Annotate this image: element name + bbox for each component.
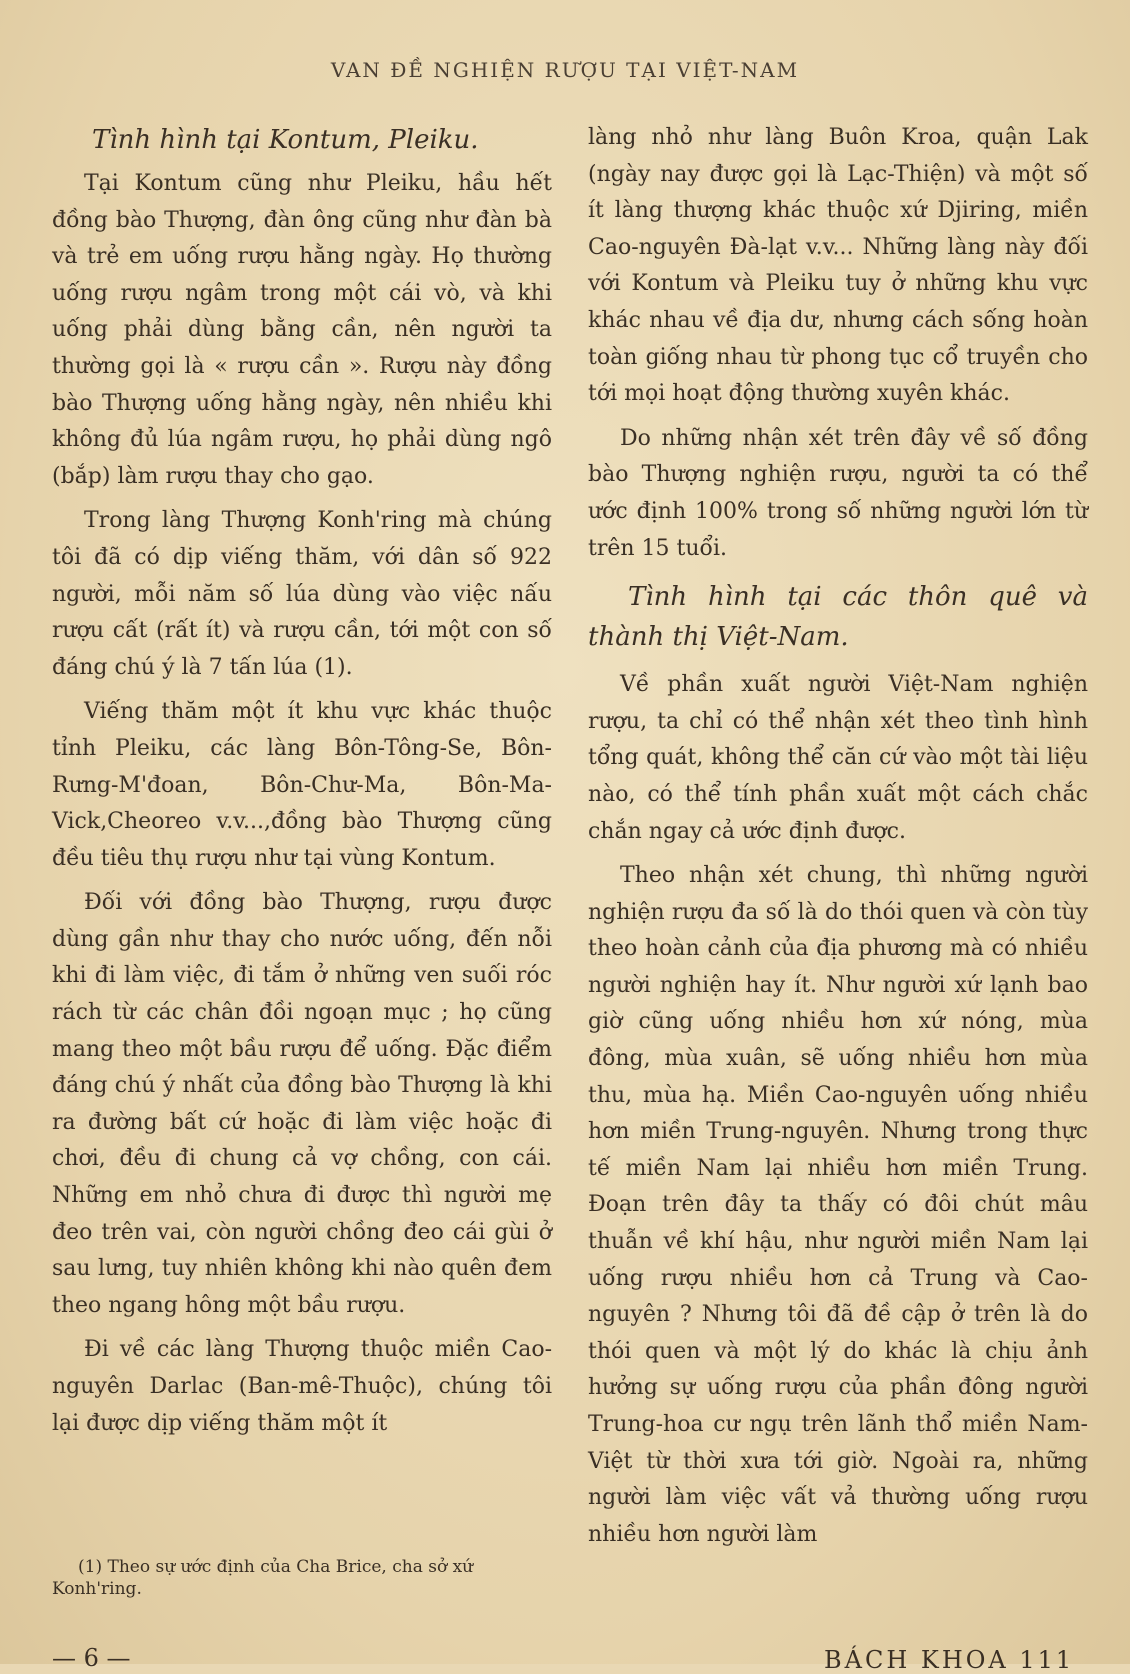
left-column (52, 120, 552, 1450)
publication-name: BÁCH KHOA 111 (824, 1646, 1075, 1674)
running-header: VAN ĐỀ NGHIỆN RƯỢU TẠI VIỆT-NAM (330, 58, 800, 82)
section-heading-vietnam: Tình hình tại các thôn quê và thành thị Việt-Nam. (588, 582, 1088, 653)
paragraph: Trong làng Thượng Konh'ring mà chúng tôi đã có dịp viếng thăm, với dân số 922 người, mỗi năm số lúa dùng vào việc nấu rượu cất (rất ít) và rượu cần, tới một con số đáng chú ý là 7 tấn lúa (1). (52, 508, 552, 680)
paragraph-continued: làng nhỏ như làng Buôn Kroa, quận Lak (ngày nay được gọi là Lạc-Thiện) và một số ít làng thượng khác thuộc xứ Djiring, miền Cao-nguyên Đà-lạt v.v... Những làng này đối với Kontum và Pleiku tuy ở những khu vực khác nhau về địa dư, nhưng cách sống hoàn toàn giống nhau từ phong tục cổ truyền cho tới mọi hoạt động thường xuyên khác. (588, 125, 1088, 407)
paragraph: Do những nhận xét trên đây về số đồng bào Thượng nghiện rượu, người ta có thể ước định 100% trong số những người lớn từ trên 15 tuổi. (588, 425, 1088, 561)
paragraph: Viếng thăm một ít khu vực khác thuộc tỉnh Pleiku, các làng Bôn-Tông-Se, Bôn-Rưng-M'đoan, Bôn-Chư-Ma, Bôn-Ma-Vick,Cheoreo v.v...,đồng bào Thượng cũng đều tiêu thụ rượu như tại vùng Kontum. (52, 699, 552, 871)
paragraph: Về phần xuất người Việt-Nam nghiện rượu, ta chỉ có thể nhận xét theo tình hình tổng quát, không thể căn cứ vào một tài liệu nào, có thể tính phần xuất một cách chắc chắn ngay cả ước định được. (588, 672, 1088, 844)
right-column (588, 120, 1088, 1561)
section-heading-kontum: Tình hình tại Kontum, Pleiku. (92, 125, 479, 155)
footnote: (1) Theo sự ước định của Cha Brice, cha sở xứ Konh'ring. (52, 1557, 474, 1599)
page-number: — 6 — (52, 1644, 131, 1672)
paragraph: Đi về các làng Thượng thuộc miền Cao-nguyên Darlac (Ban-mê-Thuộc), chúng tôi lại được dịp viếng thăm một ít (52, 1337, 552, 1436)
paragraph: Theo nhận xét chung, thì những người nghiện rượu đa số là do thói quen và còn tùy theo hoàn cảnh của địa phương mà có nhiều người nghiện hay ít. Như người xứ lạnh bao giờ cũng uống nhiều hơn xứ nóng, mùa đông, mùa xuân, sẽ uống nhiều hơn mùa thu, mùa hạ. Miền Cao-nguyên uống nhiều hơn miền Trung-nguyên. Nhưng trong thực tế miền Nam lại nhiều hơn miền Trung. Đoạn trên đây ta thấy có đôi chút mâu thuẫn về khí hậu, như người miền Nam lại uống rượu nhiều hơn cả Trung và Cao-nguyên ? Nhưng tôi đã đề cập ở trên là do thói quen và một lý do khác là chịu ảnh hưởng sự uống rượu của phần đông người Trung-hoa cư ngụ trên lãnh thổ miền Nam-Việt từ thời xưa tới giờ. Ngoài ra, những người làm việc vất vả thường uống rượu nhiều hơn người làm (588, 863, 1088, 1547)
paragraph: Tại Kontum cũng như Pleiku, hầu hết đồng bào Thượng, đàn ông cũng như đàn bà và trẻ em uống rượu hằng ngày. Họ thường uống rượu ngâm trong một cái vò, và khi uống phải dùng bằng cần, nên người ta thường gọi là « rượu cần ». Rượu này đồng bào Thượng uống hằng ngày, nên nhiều khi không đủ lúa ngâm rượu, họ phải dùng ngô (bắp) làm rượu thay cho gạo. (52, 171, 552, 489)
paragraph: Đối với đồng bào Thượng, rượu được dùng gần như thay cho nước uống, đến nỗi khi đi làm việc, đi tắm ở những ven suối róc rách từ các chân đồi ngoạn mục ; họ cũng mang theo một bầu rượu để uống. Đặc điểm đáng chú ý nhất của đồng bào Thượng là khi ra đường bất cứ hoặc đi làm việc hoặc đi chơi, đều đi chung cả vợ chồng, con cái. Những em nhỏ chưa đi được thì người mẹ đeo trên vai, còn người chồng đeo cái gùi ở sau lưng, tuy nhiên không khi nào quên đem theo ngang hông một bầu rượu. (52, 890, 552, 1318)
